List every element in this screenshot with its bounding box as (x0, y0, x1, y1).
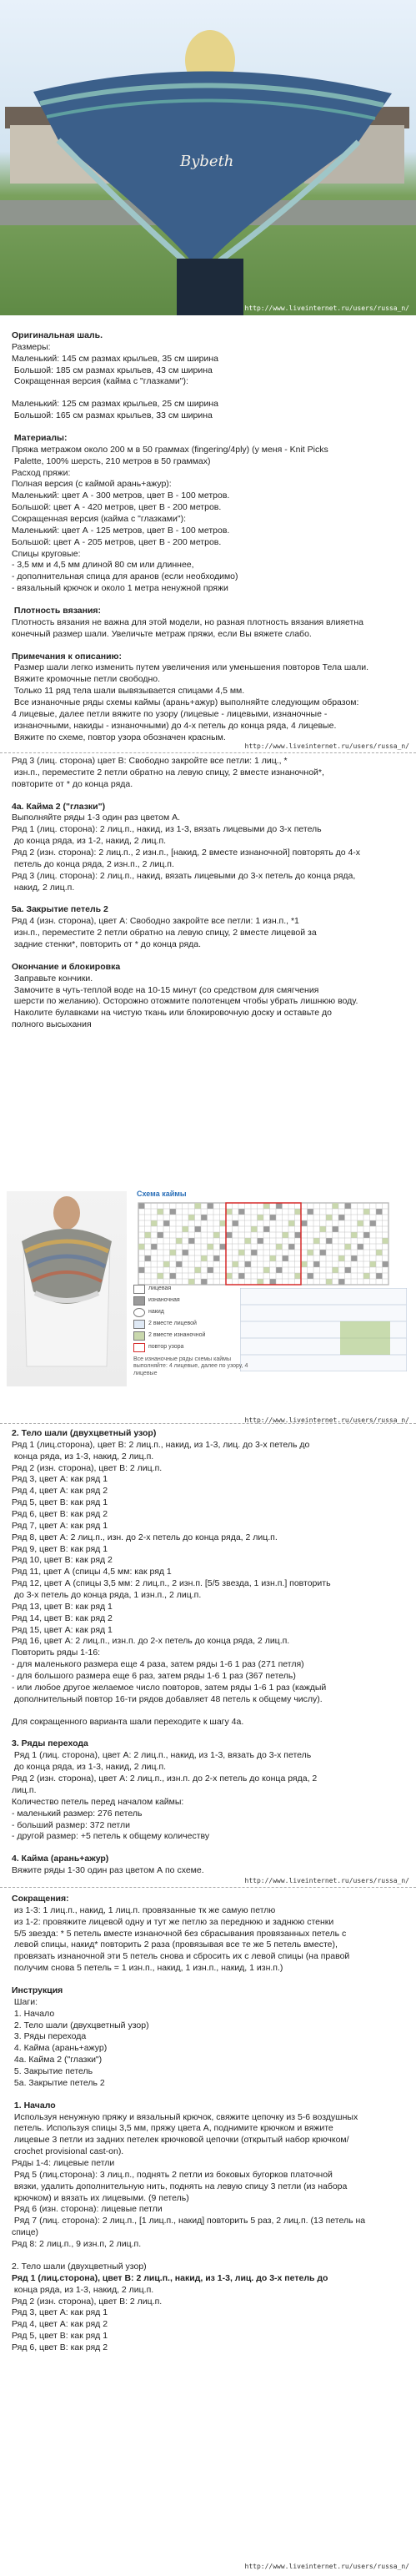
chart-cell (226, 1232, 233, 1238)
legend-label: повтор узора (148, 1344, 184, 1351)
text-line: Плотность вязания: (12, 606, 102, 616)
chart-cell (288, 1244, 295, 1250)
chart-cell (183, 1226, 189, 1232)
legend-swatch (133, 1285, 145, 1294)
text-line: лицевые 3 петли из задних петелек крючковой цепочки (открытый набор крючком/ (12, 2135, 349, 2146)
text-line: 5/5 звезда: * 5 петель вместе изнаночной без сбрасывания провязанных петель с (12, 1928, 347, 1939)
text-line: Ряд 3 (лиц. сторона): 2 лиц.п., накид, вязать лицевыми до 3-х петель до конца ряда, (12, 870, 356, 881)
chart-cell (208, 1244, 214, 1250)
text-line: - больший размер: 372 петли (12, 1819, 130, 1830)
chart-cell (351, 1255, 358, 1261)
chart-cell (326, 1238, 333, 1244)
chart-cell (208, 1267, 214, 1273)
chart-cell (358, 1244, 364, 1250)
text-line: Заправьте кончики. (12, 973, 93, 984)
chart-cell (326, 1215, 333, 1220)
finished-shawl-figure (7, 1191, 127, 1386)
text-line: Пряжа метражом около 200 м в 50 граммах (fingering/4ply) (у меня - Knit Picks (12, 444, 328, 455)
text-line: петель. Используя спицы 3,5 мм, пряжу цвета А, поднимите крючком и вяжите (12, 2123, 333, 2134)
text-line: Вяжите ряды 1-30 один раз цветом А по схеме. (12, 1865, 204, 1876)
chart-cell (195, 1203, 202, 1209)
chart-cell (138, 1244, 145, 1250)
chart-cell (338, 1215, 345, 1220)
text-line: Замочите в чуть-теплой воде на 10-15 минут (со средством для смягчения (12, 984, 319, 995)
chart-grid (133, 1200, 408, 1291)
chart-cell (276, 1203, 283, 1209)
text-line: 4. Кайма (арань+ажур) (12, 2043, 108, 2054)
text-line: Размеры: (12, 341, 51, 352)
text-line: Ряд 10, цвет В: как ряд 2 (12, 1555, 113, 1566)
chart-cell (245, 1238, 252, 1244)
text-line: Количество петель перед началом каймы: (12, 1796, 184, 1807)
text-line: левой спицы, накид* повторить 2 раза (провязывая все те же 5 петель вместе), (12, 1940, 338, 1950)
text-line: лиц.п. (12, 1784, 37, 1795)
text-line: - вязальный крючок и около 1 метра ненужной пряжи (12, 583, 228, 594)
url-tag: http://www.liveinternet.ru/users/russa_n/ (244, 742, 409, 750)
chart-cell (351, 1232, 358, 1238)
chart-cell (251, 1250, 258, 1255)
text-line: из 1-2: провяжите лицевой одну и тут же петлю за переднюю и заднюю стенки (12, 1916, 334, 1927)
chart-cell (270, 1279, 277, 1285)
text-line: Вяжите по схеме, повтор узора обозначен красным. (12, 732, 226, 742)
chart-cell (176, 1238, 183, 1244)
text-line: - дополнительная спица для аранов (если необходимо) (12, 571, 238, 582)
text-line (12, 388, 408, 399)
legend-label: 2 вместе лицевой (148, 1321, 197, 1327)
chart-cell (145, 1255, 152, 1261)
chart-cell (258, 1215, 264, 1220)
text-line: Наколите булавками на чистую ткань или блокировочную доску и оставьте до (12, 1008, 332, 1019)
finished-shawl-photo (7, 1191, 127, 1386)
text-line: 5. Закрытие петель (12, 2066, 93, 2077)
text-line: Ряды 1-4: лицевые петли (12, 2158, 115, 2169)
text-line: Ряд 16, цвет А: 2 лиц.п., изн.п. до 2-х петель до конца ряда, 2 лиц.п. (12, 1636, 290, 1647)
legend-swatch (133, 1343, 145, 1352)
chart-cell (308, 1273, 314, 1279)
text-line: 4а. Кайма 2 ("глазки") (12, 801, 106, 812)
cut-divider (0, 1887, 416, 1888)
text-line: изн.п., переместите 2 петли обратно на левую спицу, 2 вместе изнаночной*, (12, 767, 324, 777)
chart-cell (270, 1255, 277, 1261)
legend-label: изнаночная (148, 1297, 180, 1304)
text-line (12, 1728, 408, 1738)
text-line: спице) (12, 2227, 39, 2238)
chart-cell (320, 1226, 327, 1232)
chart-cell (213, 1255, 220, 1261)
legend-item (133, 1306, 233, 1318)
chart-cell (158, 1232, 164, 1238)
shawl-photo (0, 0, 416, 315)
text-line: Ряд 14, цвет В: как ряд 2 (12, 1613, 113, 1623)
text-line: 2. Тело шали (двухцветный узор) (12, 2020, 149, 2030)
text-line: Расход пряжи: (12, 467, 71, 478)
chart-cell (363, 1273, 370, 1279)
legend-swatch (133, 1308, 145, 1317)
text-line: Спицы круговые: (12, 548, 81, 559)
chart-cell (151, 1220, 158, 1226)
text-line: Только 11 ряд тела шали вывязывается спицами 4,5 мм. (12, 686, 245, 697)
chart-title: Схема каймы (137, 1190, 187, 1198)
text-line: 1. Начало (12, 2008, 55, 2019)
chart-cell (176, 1261, 183, 1267)
chart-cell (233, 1220, 239, 1226)
legend-swatch (133, 1320, 145, 1329)
chart-cell (163, 1261, 170, 1267)
text-line: Ряд 15, цвет А: как ряд 1 (12, 1624, 113, 1635)
text-line: Ряд 2 (изн. сторона), цвет В: 2 лиц.п. (12, 2296, 163, 2307)
chart-cell (376, 1250, 383, 1255)
text-line: Вяжите кромочные петли свободно. (12, 674, 161, 685)
chart-cell (226, 1273, 233, 1279)
chart-cell (258, 1238, 264, 1244)
text-line: Примечания к описанию: (12, 651, 122, 662)
chart-cell (345, 1267, 352, 1273)
text-line: Размер шали легко изменить путем увеличения или уменьшения повторов Тела шали. (12, 662, 369, 673)
text-line: Ряд 12, цвет А (спицы 3,5 мм: 2 лиц.п., 2 изн.п. [5/5 звезда, 1 изн.п.] повторить (12, 1578, 331, 1589)
text-line: Выполняйте ряды 1-3 один раз цветом А. (12, 813, 181, 823)
cut-divider (0, 1423, 416, 1424)
text-line: Ряд 3, цвет А: как ряд 1 (12, 2307, 108, 2318)
chart-cell (263, 1203, 270, 1209)
chart-cell (201, 1255, 208, 1261)
text-line: 5а. Закрытие петель 2 (12, 2077, 105, 2088)
chart-cell (308, 1209, 314, 1215)
chart-cell (295, 1232, 302, 1238)
chart-cell (333, 1267, 339, 1273)
text-line: Ряд 11, цвет А (спицы 4,5 мм: как ряд 1 (12, 1567, 172, 1577)
legend-item (133, 1295, 233, 1306)
text-line: - другой размер: +5 петель к общему количеству (12, 1831, 210, 1842)
text-line: задние стенки*, повторить от * до конца ряда. (12, 939, 202, 950)
text-line: до 3-х петель до конца ряда, 1 изн.п., 2 лиц.п. (12, 1590, 202, 1601)
chart-cell (220, 1244, 227, 1250)
legend-label: накид (148, 1309, 164, 1316)
chart-cell (238, 1250, 245, 1255)
text-line: Для сокращенного варианта шали переходите к шагу 4а. (12, 1716, 244, 1727)
text-line: 3. Ряды перехода (12, 2031, 87, 2042)
text-line: 4. Кайма (арань+ажур) (12, 1854, 109, 1864)
chart-cell (258, 1279, 264, 1285)
photo-url: http://www.liveinternet.ru/users/russa_n/ (244, 304, 409, 312)
text-line: 2. Тело шали (двухцветный узор) (12, 1428, 157, 1438)
text-line: Ряд 2 (изн. сторона), цвет А: 2 лиц.п., изн.п. до 2-х петель до конца ряда, 2 (12, 1774, 318, 1784)
section-body (12, 1428, 408, 1877)
chart-cell (263, 1226, 270, 1232)
chart-cell (338, 1279, 345, 1285)
legend-swatch (133, 1296, 145, 1306)
chart-cell (233, 1261, 239, 1267)
chart-cell (345, 1244, 352, 1250)
chart-cell (188, 1215, 195, 1220)
chart-cell (138, 1267, 145, 1273)
text-line: Ряд 5, цвет В: как ряд 1 (12, 1497, 108, 1508)
section-edging-2 (12, 756, 408, 1031)
text-line (12, 1975, 408, 1985)
text-line: Сокращенная версия (кайма с "глазками"): (12, 514, 187, 525)
text-line: конца ряда, из 1-3, накид, 2 лиц.п. (12, 1451, 154, 1462)
text-line: Маленький: 125 см размах крыльев, 25 см ширина (12, 399, 218, 410)
text-line: полного высыхания (12, 1019, 92, 1030)
chart-cell (370, 1261, 377, 1267)
chart-cell (270, 1215, 277, 1220)
text-line: 1. Начало (12, 2100, 56, 2111)
text-line (12, 1706, 408, 1717)
text-line: Ряд 6, цвет В: как ряд 2 (12, 2342, 108, 2352)
text-line: Ряд 8, цвет А: 2 лиц.п., изн. до 2-х петель до конца ряда, 2 лиц.п. (12, 1532, 278, 1542)
text-line: Маленький: цвет А - 125 метров, цвет В - 100 метров. (12, 525, 230, 536)
text-line: Маленький: цвет А - 300 метров, цвет В - 100 метров. (12, 491, 230, 501)
chart-cell (283, 1232, 289, 1238)
chart-cell (158, 1209, 164, 1215)
text-line (12, 893, 408, 904)
chart-cell (376, 1209, 383, 1215)
chart-cell (363, 1232, 370, 1238)
chart-cell (301, 1220, 308, 1226)
text-line: 2. Тело шали (двухцветный узор) (12, 2261, 147, 2272)
text-line: 5а. Закрытие петель 2 (12, 904, 108, 915)
text-line: из 1-3: 1 лиц.п., накид, 1 лиц.п. провязанные тк же самую петлю (12, 1904, 276, 1915)
url-tag: http://www.liveinternet.ru/users/russa_n/ (244, 1877, 409, 1884)
chart-cell (170, 1250, 177, 1255)
chart-cell (370, 1220, 377, 1226)
text-line: Palette, 100% шерсть, 210 метров в 50 граммах) (12, 455, 211, 466)
cut-divider (0, 752, 416, 753)
text-line: петель до конца ряда, 2 изн.п., 2 лиц.п. (12, 858, 174, 869)
text-line: - маленький размер: 276 петель (12, 1808, 143, 1819)
text-line: - для маленького размера еще 4 раза, затем ряды 1-6 1 раз (271 петля) (12, 1659, 304, 1670)
text-line: Большой: 165 см размах крыльев, 33 см ширина (12, 410, 213, 421)
chart-cell (238, 1273, 245, 1279)
text-line: Ряд 6 (изн. сторона): лицевые петли (12, 2204, 163, 2215)
text-line: Ряд 8: 2 лиц.п., 9 изн.п, 2 лиц.п. (12, 2239, 142, 2250)
section-materials (12, 330, 408, 744)
text-line (12, 641, 408, 652)
chart-cell (170, 1273, 177, 1279)
text-line: Ряд 9, цвет В: как ряд 1 (12, 1543, 108, 1554)
chart-note: Все изнаночные ряды схемы каймы выполняйте: 4 лицевые, далее по узору, 4 лицевые (133, 1356, 248, 1376)
text-line: Инструкция (12, 1985, 63, 1996)
chart-cell (358, 1220, 364, 1226)
text-line: Ряд 13, цвет В: как ряд 1 (12, 1601, 113, 1612)
text-line (12, 951, 408, 962)
legend-item (133, 1283, 233, 1295)
chart-cell (245, 1261, 252, 1267)
text-line: Маленький: 145 см размах крыльев, 35 см ширина (12, 353, 218, 364)
text-line: вязки, удалить дополнительную нить, поднять на левую спицу 3 петли (из набора (12, 2181, 348, 2191)
text-line: Большой: цвет А - 420 метров, цвет В - 200 метров. (12, 502, 222, 513)
chart-cell (288, 1220, 295, 1226)
chart-cell (308, 1250, 314, 1255)
text-line: Ряд 6, цвет В: как ряд 2 (12, 1509, 108, 1520)
text-line: Ряд 1 (лиц.сторона), цвет В: 2 лиц.п., накид, из 1-3, лиц. до 3-х петель до (12, 1439, 310, 1450)
text-line: - для большого размера еще 6 раз, затем ряды 1-6 1 раз (367 петель) (12, 1671, 296, 1682)
edging-chart (133, 1190, 408, 1398)
chart-symbols-table (240, 1288, 407, 1371)
text-line: - 3,5 мм и 4,5 мм длиной 80 см или длиннее, (12, 560, 194, 571)
text-line: Ряд 2 (изн. сторона), цвет В: 2 лиц.п. (12, 1462, 163, 1473)
text-line: Ряд 3 (лиц. сторона) цвет В: Свободно закройте все петли: 1 лиц., * (12, 756, 288, 766)
chart-cell (263, 1267, 270, 1273)
chart-cell (183, 1250, 189, 1255)
url-tag: http://www.liveinternet.ru/users/russa_n/ (244, 1416, 409, 1424)
text-line: повторите от * до конца ряда. (12, 778, 133, 789)
chart-cell (383, 1261, 389, 1267)
text-line (12, 2090, 408, 2101)
text-line: Ряд 3, цвет А: как ряд 1 (12, 1474, 108, 1485)
text-line: Ряд 7, цвет А: как ряд 1 (12, 1520, 108, 1531)
text-line: Используя ненужную пряжу и вязальный крючок, свяжите цепочку из 5-6 воздушных (12, 2111, 358, 2122)
legend-item (133, 1341, 233, 1353)
legend-label: 2 вместе изнаночной (148, 1332, 206, 1339)
chart-cell (313, 1238, 320, 1244)
text-line (12, 2354, 408, 2365)
text-line: Ряд 1 (лиц. сторона), цвет А: 2 лиц.п., накид, из 1-3, вязать до 3-х петель (12, 1750, 312, 1761)
chart-cell (313, 1261, 320, 1267)
text-line: Плотность вязания не важна для этой модели, но разная плотность вязания влияетна (12, 616, 363, 627)
chart-cell (213, 1232, 220, 1238)
text-line: Ряд 5, цвет В: как ряд 1 (12, 2331, 108, 2342)
chart-cell (383, 1238, 389, 1244)
chart-cell (333, 1226, 339, 1232)
text-line (12, 1843, 408, 1854)
text-line: - или любое другое желаемое число повторов, затем ряды 1-6 1 раз (каждый (12, 1682, 327, 1693)
text-line: 3. Ряды перехода (12, 1738, 88, 1749)
text-line: получим снова 5 петель = 1 изн.п., накид, 1 изн.п., накид, 1 изн.п.) (12, 1963, 283, 1974)
chart-cell (276, 1244, 283, 1250)
text-line: Ряд 1 (лиц. сторона): 2 лиц.п., накид, из 1-3, вязать лицевыми до 3-х петель (12, 824, 322, 835)
chart-cell (220, 1220, 227, 1226)
chart-cell (151, 1244, 158, 1250)
text-line: Сокращенная версия (кайма с "глазками"): (12, 376, 188, 387)
text-line: конца ряда, из 1-3, накид, 2 лиц.п. (12, 2284, 154, 2295)
text-line: Повторить ряды 1-16: (12, 1648, 101, 1658)
chart-cell (295, 1209, 302, 1215)
chart-cell (363, 1209, 370, 1215)
chart-cell (145, 1232, 152, 1238)
chart-cell (301, 1261, 308, 1267)
text-line: до конца ряда, из 1-2, накид, 2 лиц.п. (12, 836, 167, 847)
url-tag: http://www.liveinternet.ru/users/russa_n/ (244, 2563, 409, 2570)
text-line: Большой: цвет А - 205 метров, цвет В - 200 метров. (12, 536, 222, 547)
text-line: конечный размер шали. Увеличьте метраж пряжи, если Вы вяжете слабо. (12, 628, 312, 639)
section-instructions (12, 1894, 408, 2365)
text-line (12, 2251, 408, 2262)
chart-cell (376, 1273, 383, 1279)
chart-cell (201, 1215, 208, 1220)
text-line: Полная версия (с каймой арань+ажур): (12, 479, 172, 490)
chart-cell (251, 1226, 258, 1232)
text-line: провязать изнаночной эти 5 петель снова и сбросить их с левой спицы (на правой (12, 1951, 350, 1962)
text-line: шерсти по желанию). Осторожно отожмите полотенцем чтобы убрать лишнюю воду. (12, 996, 358, 1007)
text-line: Ряд 4, цвет А: как ряд 2 (12, 1486, 108, 1497)
text-line: Оригинальная шаль. (12, 330, 103, 340)
legend-item (133, 1318, 233, 1330)
text-line: изнаночными, накиды - изнаночными) до 4-х петель до конца ряда, 4 лицевые. (12, 720, 337, 731)
chart-cell (283, 1255, 289, 1261)
text-line: Ряд 4 (изн. сторона), цвет А: Свободно закройте все петли: 1 изн.п., *1 (12, 916, 299, 927)
chart-cell (163, 1220, 170, 1226)
text-line: накид, 2 лиц.п. (12, 882, 75, 893)
text-line (12, 791, 408, 802)
text-line: Шаги: (12, 1996, 38, 2007)
photo-watermark: Bybeth (180, 153, 234, 170)
text-line (12, 595, 408, 606)
legend-item (133, 1330, 233, 1341)
text-line: Сокращения: (12, 1894, 69, 1904)
text-line: Все изнаночные ряды схемы каймы (арань+ажур) выполняйте следующим образом: (12, 697, 359, 708)
text-line: Окончание и блокировка (12, 961, 121, 972)
chart-cell (276, 1267, 283, 1273)
text-line: Ряд 4, цвет А: как ряд 2 (12, 2319, 108, 2330)
chart-cell (338, 1255, 345, 1261)
text-line: дополнительный повтор 16-ти рядов добавляет 48 петель к общему числу). (12, 1693, 323, 1704)
chart-cell (170, 1209, 177, 1215)
chart-cell (345, 1203, 352, 1209)
text-line: крючком) и вязать их лицевыми. (9 петель) (12, 2192, 189, 2203)
text-line: 4 лицевые, далее петли вяжите по узору (лицевые - лицевыми, изнаночные - (12, 708, 328, 719)
chart-cell (188, 1238, 195, 1244)
text-line: изн.п., переместите 2 петли обратно на левую спицу, 2 вместе лицевой за (12, 928, 317, 938)
chart-cell (238, 1209, 245, 1215)
text-line (12, 422, 408, 433)
text-line: Ряд 1 (лиц.сторона), цвет В: 2 лиц.п., накид, из 1-3, лиц. до 3-х петель до (12, 2272, 328, 2283)
text-line: Ряд 7 (лиц. сторона): 2 лиц.п., [1 лиц.п., накид] повторить 5 раз, 2 лиц.п. (13 петель на (12, 2216, 366, 2226)
text-line: до конца ряда, из 1-3, накид, 2 лиц.п. (12, 1762, 167, 1773)
chart-cell (295, 1273, 302, 1279)
text-line: Ряд 2 (изн. сторона): 2 лиц.п., 2 изн.п., [накид, 2 вместе изнаночной] повторять до 4-х (12, 848, 361, 858)
text-line: crochet provisional cast-on). (12, 2146, 124, 2157)
legend-label: лицевая (148, 1285, 172, 1292)
chart-cell (195, 1267, 202, 1273)
text-line: Большой: 185 см размах крыльев, 43 см ширина (12, 365, 213, 375)
legend-swatch (133, 1331, 145, 1341)
chart-cell (208, 1203, 214, 1209)
text-line: 4а. Кайма 2 ("глазки") (12, 2055, 103, 2065)
chart-cell (195, 1226, 202, 1232)
chart-legend (133, 1283, 233, 1353)
text-line: Ряд 5 (лиц.сторона): 3 лиц.п., поднять 2 петли из боковых бугорков платочной (12, 2169, 333, 2180)
chart-cell (320, 1250, 327, 1255)
text-line: Материалы: (12, 433, 68, 444)
chart-cell (326, 1279, 333, 1285)
chart-cell (158, 1273, 164, 1279)
chart-cell (333, 1203, 339, 1209)
chart-cell (138, 1203, 145, 1209)
chart-cell (226, 1209, 233, 1215)
